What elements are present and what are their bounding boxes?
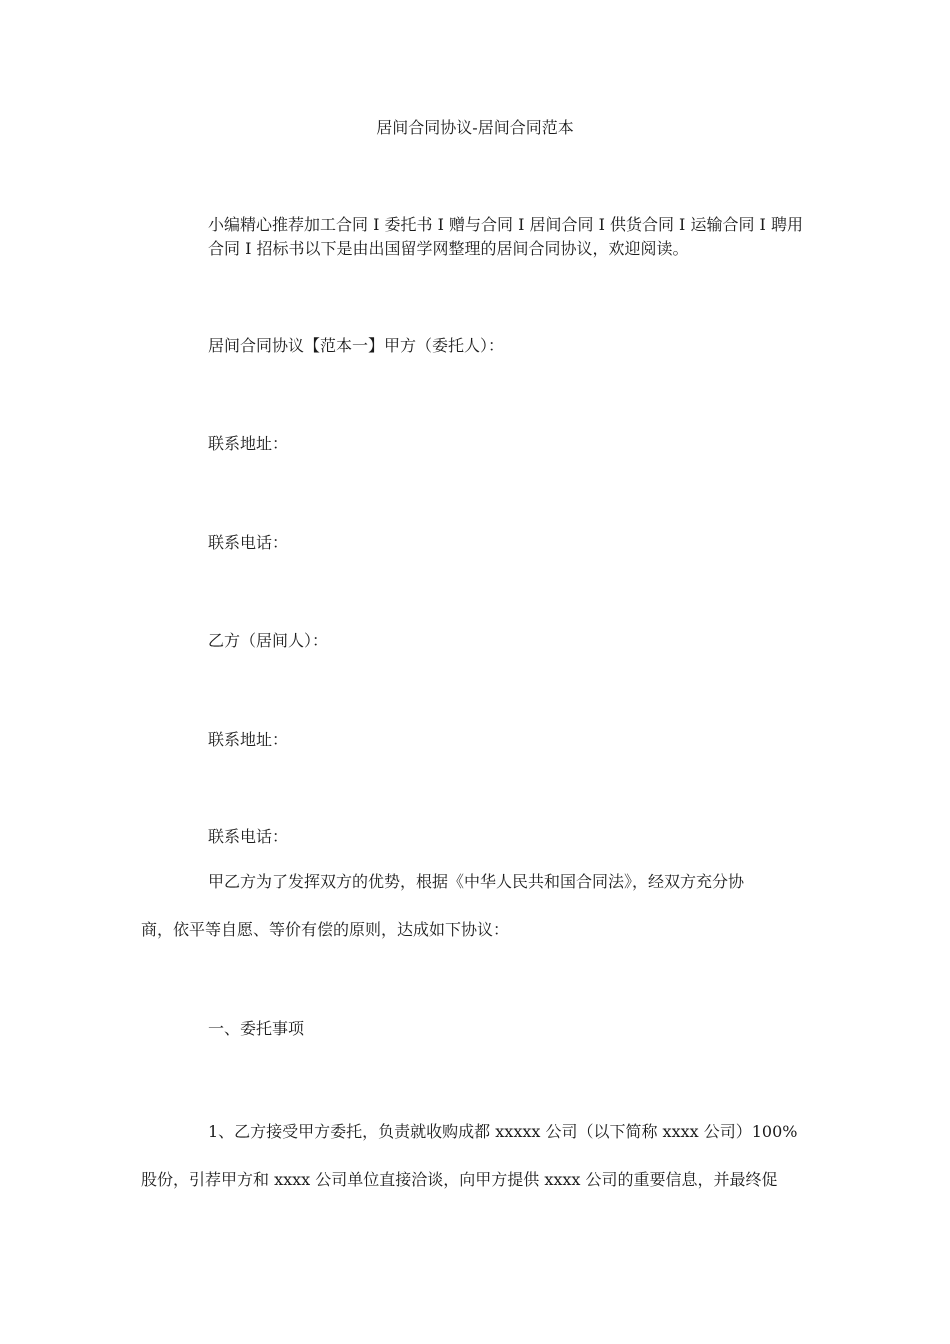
preamble-line-1: 甲乙方为了发挥双方的优势，根据《中华人民共和国合同法》，经双方充分协	[208, 872, 745, 891]
party-a-address-label: 联系地址：	[208, 434, 289, 453]
preamble-line-2: 商，依平等自愿、等价有偿的原则，达成如下协议：	[141, 920, 510, 939]
party-b-heading: 乙方（居间人）：	[208, 631, 329, 650]
party-a-phone-label: 联系电话：	[208, 533, 289, 552]
document-title: 居间合同协议-居间合同范本	[376, 118, 574, 137]
intro-line-1: 小编精心推荐加工合同 I 委托书 I 赠与合同 I 居间合同 I 供货合同 I 运输合同 I 聘用	[208, 215, 803, 234]
intro-line-2: 合同 I 招标书以下是由出国留学网整理的居间合同协议，欢迎阅读。	[208, 239, 689, 258]
party-b-phone-label: 联系电话：	[208, 827, 289, 846]
clause-1-line-2: 股份，引荐甲方和 xxxx 公司单位直接洽谈，向甲方提供 xxxx 公司的重要信息，并最终促	[141, 1170, 778, 1189]
section-1-heading: 一、委托事项	[208, 1019, 305, 1038]
clause-1-line-1: 1、乙方接受甲方委托，负责就收购成都 xxxxx 公司（以下简称 xxxx 公司）100%	[208, 1122, 798, 1141]
party-b-address-label: 联系地址：	[208, 730, 289, 749]
party-a-heading: 居间合同协议【范本一】甲方（委托人）：	[208, 336, 505, 355]
